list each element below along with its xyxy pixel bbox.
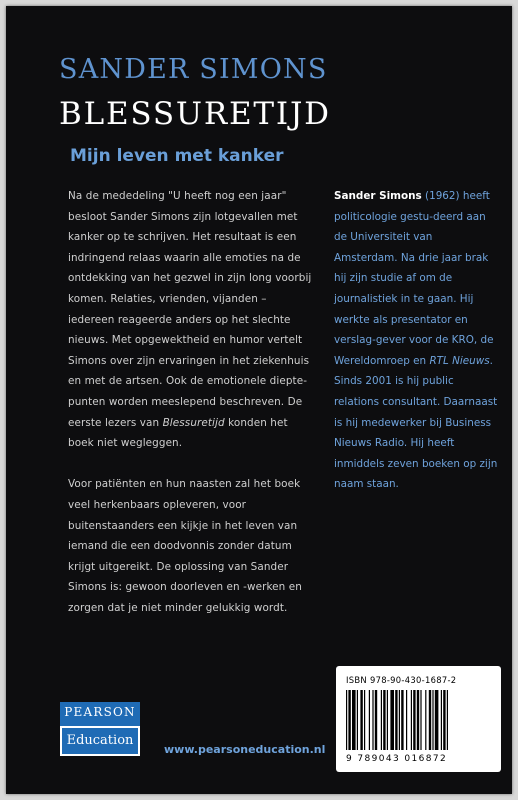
logo-bottom-panel: [60, 726, 140, 756]
author-name: SANDER SIMONS: [59, 54, 328, 85]
bio-italic: RTL Nieuws: [429, 354, 490, 367]
barcode-image: [346, 690, 491, 750]
blurb-tail-start: De eerste lezers van: [68, 395, 303, 429]
blurb-text: [68, 186, 313, 618]
website-url: www.pearsoneducation.nl: [164, 743, 326, 756]
bio-author-name: Sander Simons: [334, 190, 422, 202]
author-bio: [334, 186, 499, 495]
bio-text-start: heeft politicologie gestu-deerd aan de Universiteit van Amsterdam. Na drie jaar brak hij zijn studie af om de journalistiek in te gaan. Hij werkte als presentator en verslag-gever voor de KRO, de Wereldomroep en: [334, 190, 494, 367]
blurb-paragraph-2: Voor patiënten en hun naasten zal het boek veel herkenbaars opleveren, voor buitenstaanders een kijkje in het leven van iemand die een doodvonnis zonder datum krijgt uitgereikt. De oplossing van Sander Simons is: gewoon doorleven en -werken en zorgen dat je niet minder gelukkig wordt.: [68, 478, 302, 614]
barcode-box: [336, 666, 501, 772]
blurb-tail-end: konden het boek niet wegleggen.: [68, 416, 288, 450]
blurb-paragraph-1: [68, 186, 313, 454]
barcode-number: 9 789043 016872: [346, 754, 448, 764]
logo-bottom-text: Education: [62, 728, 138, 754]
book-back-cover: [6, 6, 512, 794]
blurb-title-italic: Blessuretijd: [162, 416, 225, 429]
blurb-paragraph-1-main: Na de mededeling "U heeft nog een jaar" besloot Sander Simons zijn lotgevallen met kanker op te schrijven. Het resultaat is een indringend relaas waarin alle emoties na de ontdekking van het gezwel in zijn long voorbij komen. Relaties, vrienden, vijanden – iedereen reageerde anders op het slechte nieuws. Met opgewektheid en humor vertelt Simons over zijn ervaringen in het ziekenhuis en met de artsen. Ook de emotionele diepte-punten worden meeslepend beschreven.: [68, 190, 312, 408]
pearson-logo: [60, 702, 140, 756]
bio-text-end: . Sinds 2001 is hij public relations consultant. Daarnaast is hij medewerker bij Business Nieuws Radio. Hij heeft inmiddels zeven boeken op zijn naam staan.: [334, 354, 498, 491]
bio-year: (1962): [425, 190, 460, 202]
isbn-label: ISBN 978-90-430-1687-2: [346, 675, 457, 685]
logo-top-text: PEARSON: [64, 705, 136, 719]
book-subtitle: Mijn leven met kanker: [70, 146, 284, 166]
book-title: BLESSURETIJD: [59, 96, 331, 132]
